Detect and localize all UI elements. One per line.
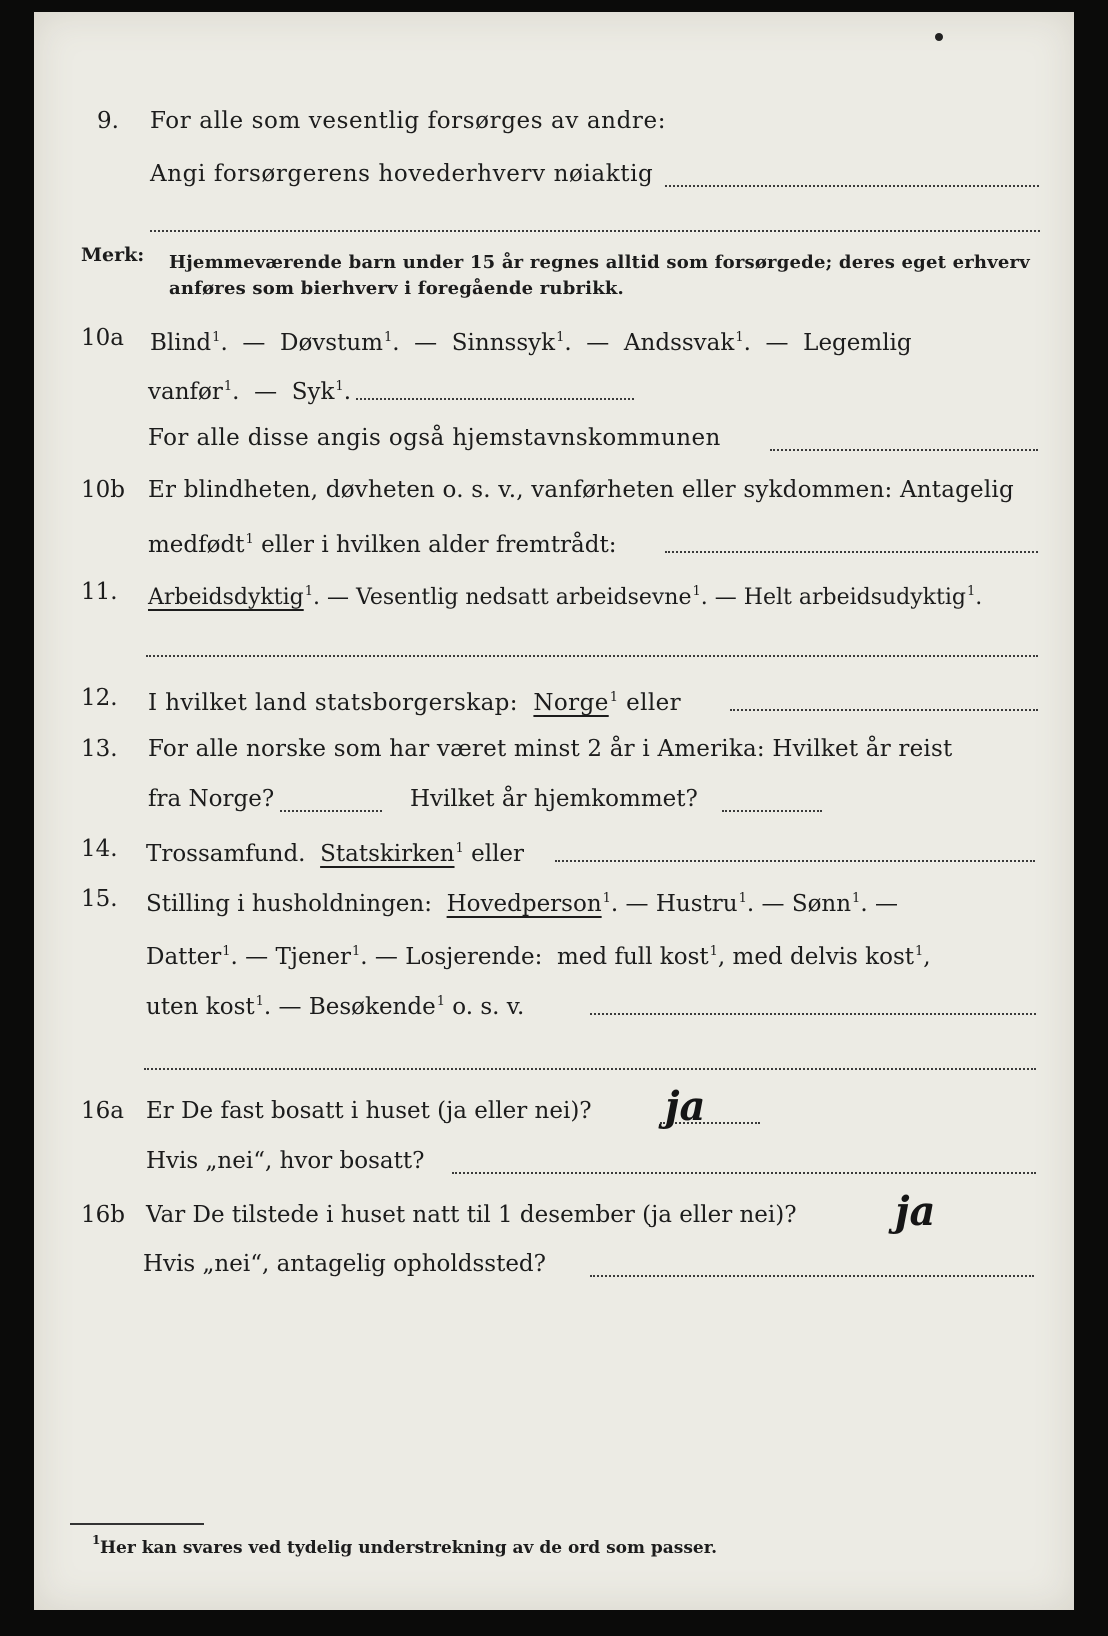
q10b-text-2: medfødt$^1$ eller i hvilken alder fremtrådt: — [148, 532, 617, 558]
option-sinnssyk[interactable]: Sinnssyk — [451, 330, 556, 356]
option-arbeidsdyktig[interactable]: Arbeidsdyktig — [148, 585, 304, 610]
q15-number: 15. — [81, 886, 118, 912]
q13-line1 — [0, 726, 1108, 772]
option-hustru[interactable]: Hustru — [655, 891, 738, 917]
q12-text: I hvilket land statsborgerskap: Norge$^1$ eller — [148, 690, 682, 716]
q16a-handwritten-answer: ja — [665, 1083, 706, 1130]
q10a-number: 10a — [81, 325, 124, 351]
q16a-text-2: Hvis „nei“, hvor bosatt? — [146, 1148, 425, 1174]
q13-hjemkommet: Hvilket år hjemkommet? — [410, 786, 698, 812]
option-statskirken[interactable]: Statskirken — [320, 841, 455, 867]
q15-answer-line-2[interactable] — [144, 1068, 1036, 1070]
q13-reist-line[interactable] — [280, 810, 382, 812]
q13-hjemkommet-line[interactable] — [722, 810, 822, 812]
q15-options-1: Stilling i husholdningen: Hovedperson$^1$. — Hustru$^1$. — Sønn$^1$. — — [146, 891, 898, 917]
q9-answer-line[interactable] — [665, 185, 1039, 187]
option-full-kost[interactable]: med full kost — [557, 944, 709, 970]
q12-line — [0, 675, 1108, 721]
q10b-line2 — [0, 517, 1108, 563]
q16b-opholdssted-line[interactable] — [590, 1275, 1034, 1277]
q10a-options: Blind$^1$. — Døvstum$^1$. — Sinnssyk$^1$. — Andssvak$^1$. — Legemlig — [150, 330, 912, 356]
q16b-handwritten-answer: ja — [895, 1188, 936, 1235]
q15-line1 — [0, 876, 1108, 922]
option-blind[interactable]: Blind — [150, 330, 212, 356]
option-syk[interactable]: Syk — [291, 379, 335, 405]
footnote — [92, 1533, 718, 1558]
q16b-number: 16b — [81, 1202, 125, 1228]
q16a-number: 16a — [81, 1098, 124, 1124]
option-tjener[interactable]: Tjener — [275, 944, 351, 970]
option-delvis-kost[interactable]: med delvis kost — [732, 944, 914, 970]
q15-line2 — [0, 929, 1108, 975]
footnote-text: Her kan svares ved tydelig understrekning av de ord som passer. — [100, 1538, 718, 1558]
option-helt-udyktig[interactable]: Helt arbeidsudyktig — [743, 585, 966, 610]
option-legemlig[interactable]: Legemlig — [803, 330, 912, 356]
q15-options-2: Datter$^1$. — Tjener$^1$. — Losjerende: med full kost$^1$, med delvis kost$^1$, — [146, 944, 931, 970]
merk-line1 — [0, 250, 1108, 276]
q16a-text: Er De fast bosatt i huset (ja eller nei)? — [146, 1098, 592, 1124]
option-sonn[interactable]: Sønn — [791, 891, 852, 917]
q13-text: For alle norske som har været minst 2 år i Amerika: Hvilket år reist — [148, 736, 953, 762]
q13-line2 — [0, 776, 1108, 822]
footnote-rule — [70, 1523, 204, 1525]
q10a-hjemstavn: For alle disse angis også hjemstavnskommunen — [148, 425, 721, 451]
option-hovedperson[interactable]: Hovedperson — [446, 891, 602, 917]
q9-answer-line-2[interactable] — [150, 230, 1040, 232]
merk-text-2: anføres som bierhverv i foregående rubrikk. — [169, 278, 625, 299]
q15-options-3: uten kost$^1$. — Besøkende$^1$ o. s. v. — [146, 994, 525, 1020]
option-vanfor[interactable]: vanfør — [148, 379, 223, 405]
q15-answer-line[interactable] — [590, 1013, 1036, 1015]
q16b-line2 — [0, 1241, 1108, 1287]
q9-text: For alle som vesentlig forsørges av andre: — [150, 108, 667, 134]
q10a-line2 — [0, 364, 1108, 410]
option-besokende[interactable]: Besøkende — [308, 994, 436, 1020]
q14-line — [0, 826, 1108, 872]
q16b-line1 — [0, 1192, 1108, 1238]
ink-spot — [935, 33, 943, 41]
q11-number: 11. — [81, 579, 118, 605]
option-medfodt[interactable]: medfødt — [148, 532, 245, 558]
q9-number: 9. — [97, 108, 119, 134]
option-dovstum[interactable]: Døvstum — [280, 330, 383, 356]
q14-number: 14. — [81, 836, 118, 862]
q15-line3 — [0, 979, 1108, 1025]
option-nedsatt[interactable]: Vesentlig nedsatt arbeidsevne — [356, 585, 692, 610]
q13-fra-norge: fra Norge? — [148, 786, 275, 812]
q10b-text: Er blindheten, døvheten o. s. v., vanførheten eller sykdommen: Antagelig — [148, 477, 1014, 503]
option-norge[interactable]: Norge — [533, 690, 609, 716]
q9-question: Angi forsørgerens hovederhverv nøiaktig — [150, 161, 654, 187]
merk-label: Merk: — [81, 244, 145, 266]
q10b-number: 10b — [81, 477, 125, 503]
q10a-line3 — [0, 415, 1108, 461]
q10a-line1 — [0, 315, 1108, 361]
q16a-line2 — [0, 1138, 1108, 1184]
option-uten-kost[interactable]: uten kost — [146, 994, 255, 1020]
q10a-hjemstavn-line[interactable] — [770, 449, 1038, 451]
q10a-options-2: vanfør$^1$. — Syk$^1$. — [148, 379, 351, 405]
merk-text-1: Hjemmeværende barn under 15 år regnes alltid som forsørgede; deres eget erhverv — [169, 252, 1030, 273]
q12-answer-line[interactable] — [730, 709, 1038, 711]
q14-answer-line[interactable] — [555, 860, 1035, 862]
option-andssvak[interactable]: Andssvak — [623, 330, 735, 356]
option-datter[interactable]: Datter — [146, 944, 222, 970]
q16a-line1 — [0, 1088, 1108, 1134]
q11-options: Arbeidsdyktig$^1$. — Vesentlig nedsatt arbeidsevne$^1$. — Helt arbeidsudyktig$^1$. — [148, 584, 983, 610]
footnote-mark: 1 — [92, 1533, 101, 1547]
q12-number: 12. — [81, 685, 118, 711]
merk-line2 — [0, 276, 1108, 302]
q10b-line1 — [0, 467, 1108, 513]
q9-line1 — [0, 98, 1108, 144]
q10b-answer-line[interactable] — [665, 551, 1038, 553]
q14-text: Trossamfund. Statskirken$^1$ eller — [146, 841, 525, 867]
q10a-answer-line[interactable] — [356, 398, 634, 400]
q11-line — [0, 569, 1108, 615]
q9-line2 — [0, 151, 1108, 197]
q13-number: 13. — [81, 736, 118, 762]
q16b-text-2: Hvis „nei“, antagelig opholdssted? — [143, 1251, 546, 1277]
q16a-bosatt-line[interactable] — [452, 1172, 1036, 1174]
q16b-text: Var De tilstede i huset natt til 1 desember (ja eller nei)? — [146, 1202, 797, 1228]
q11-answer-line[interactable] — [146, 655, 1038, 657]
